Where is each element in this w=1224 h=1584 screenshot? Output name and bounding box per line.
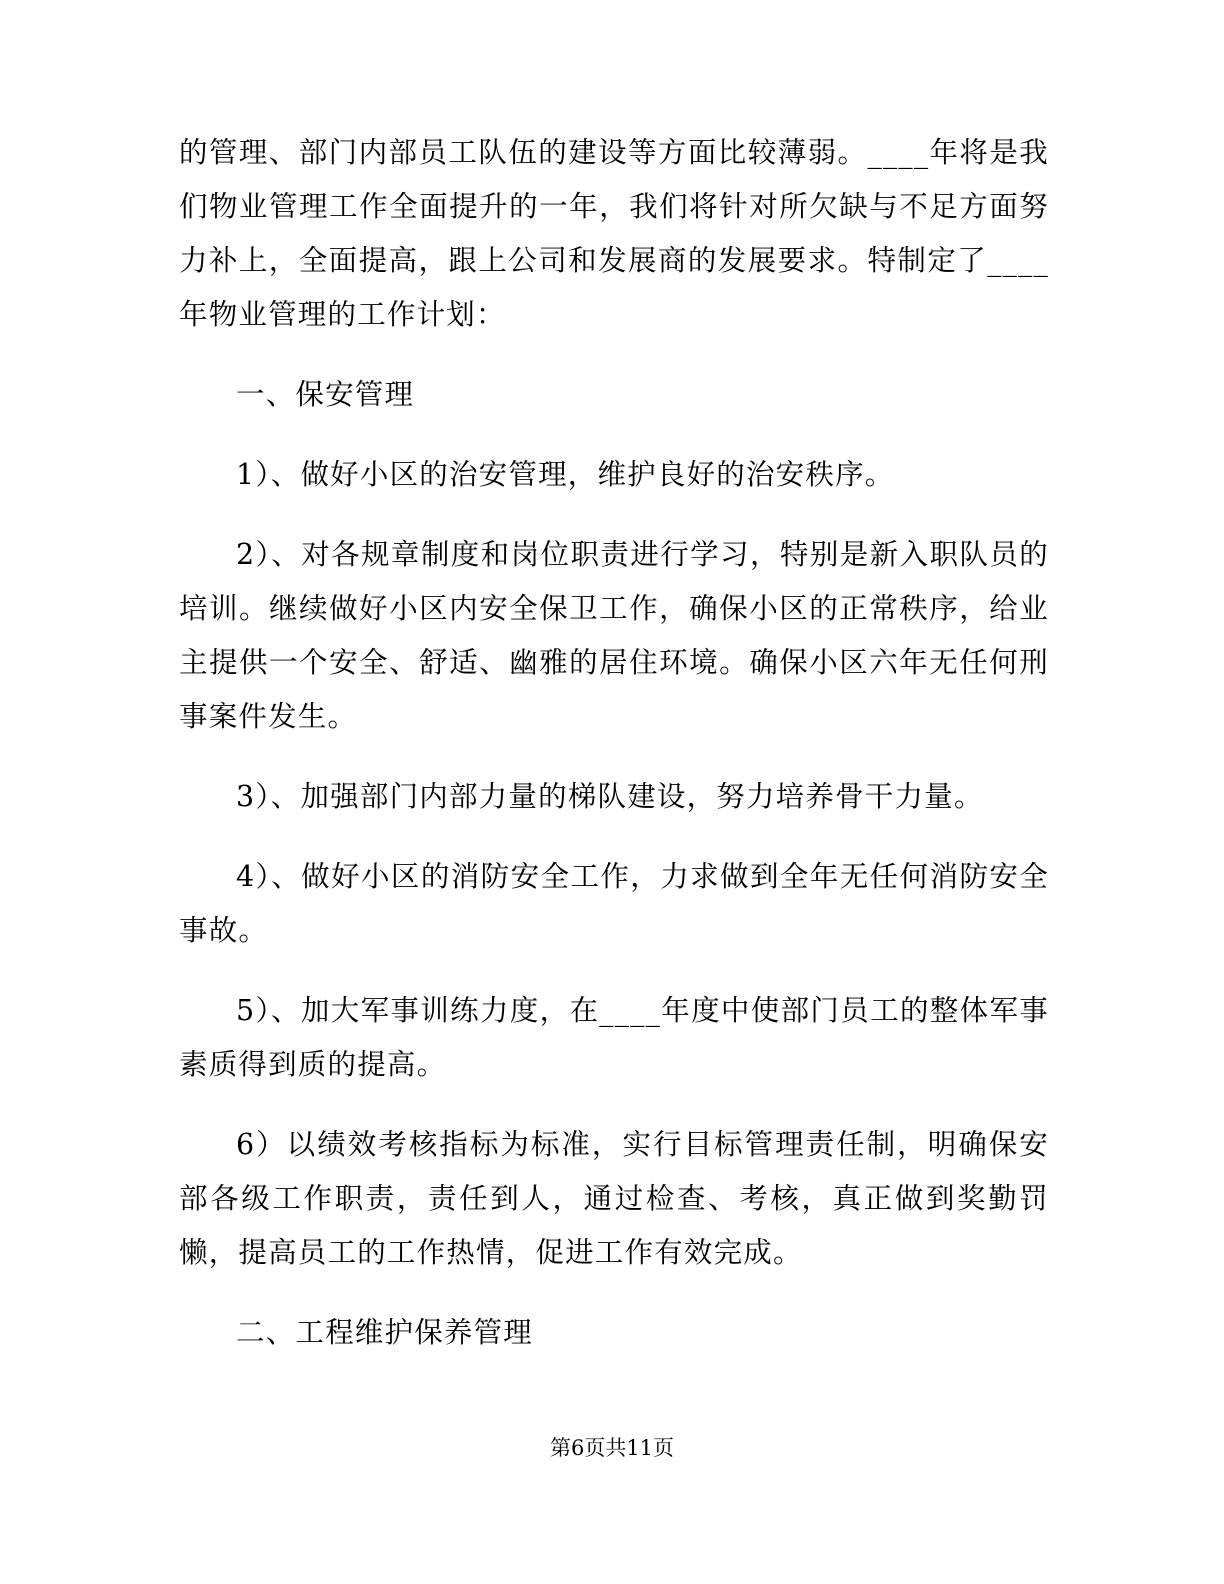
list-item-6: 6）以绩效考核指标为标准，实行目标管理责任制，明确保安部各级工作职责，责任到人，通过检查、考核，真正做到奖勤罚懒，提高员工的工作热情，促进工作有效完成。	[179, 1128, 1049, 1269]
document-body	[179, 126, 1049, 1386]
list-item-2: 2）、对各规章制度和岗位职责进行学习，特别是新入职队员的培训。继续做好小区内安全保卫工作，确保小区的正常秩序，给业主提供一个安全、舒适、幽雅的居住环境。确保小区六年无任何刑事案件发生。	[179, 538, 1049, 733]
list-item-4: 4）、做好小区的消防安全工作，力求做到全年无任何消防安全事故。	[179, 860, 1049, 947]
section-heading-engineering: 二、工程维护保养管理	[236, 1316, 534, 1349]
list-item-5: 5）、加大军事训练力度，在____年度中使部门员工的整体军事素质得到质的提高。	[179, 994, 1049, 1081]
list-item-3: 3）、加强部门内部力量的梯队建设，努力培养骨干力量。	[236, 780, 984, 813]
section-heading-security: 一、保安管理	[236, 378, 415, 411]
paragraph-intro: 的管理、部门内部员工队伍的建设等方面比较薄弱。____年将是我们物业管理工作全面提升的一年，我们将针对所欠缺与不足方面努力补上，全面提高，跟上公司和发展商的发展要求。特制定了____年物业管理的工作计划：	[179, 136, 1049, 331]
page-number-footer: 第6页共11页	[549, 1436, 675, 1460]
list-item-1: 1）、做好小区的治安管理，维护良好的治安秩序。	[236, 458, 895, 491]
